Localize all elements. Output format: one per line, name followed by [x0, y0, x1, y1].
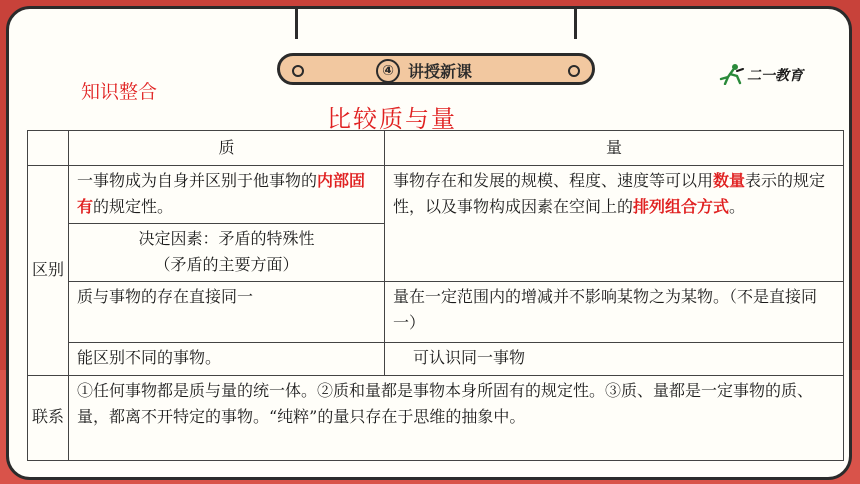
quantity-definition-end: 。 — [729, 197, 746, 217]
quantity-definition-cell — [385, 166, 844, 282]
table-row — [28, 166, 844, 224]
hanging-line-right — [574, 9, 577, 39]
quality-definition-text: 一事物成为自身并区别于他事物的 — [77, 171, 318, 190]
quantity-definition-text: 事物存在和发展的规模、程度、速度等可以用 — [393, 171, 714, 190]
header-corner-cell — [28, 131, 69, 166]
quality-function-cell: 能区别不同的事物。 — [69, 342, 385, 375]
link-text-cell: ①任何事物都是质与量的统一体。②质和量都是事物本身所固有的规定性。③质、量都是一定事物的质、量，都离不开特定的事物。“纯粹”的量只存在于思维的抽象中。 — [69, 375, 844, 460]
determining-factor-note: （矛盾的主要方面） — [154, 255, 299, 275]
brand-logo — [717, 63, 827, 87]
comparison-table — [27, 130, 844, 461]
table-header-row — [28, 131, 844, 166]
determining-factor-text: 决定因素：矛盾的特殊性 — [138, 228, 315, 248]
brand-logo-text: 二一教育 — [747, 68, 803, 84]
lesson-banner — [277, 53, 595, 85]
quantity-highlight-arrangement: 排列组合方式 — [633, 197, 730, 217]
link-label: 联系 — [28, 375, 69, 460]
banner-dot-right — [568, 65, 580, 77]
determining-factor-cell — [69, 223, 385, 281]
hanging-line-left — [295, 9, 298, 39]
quality-definition-cell — [69, 166, 385, 224]
quality-highlight: 内部固有 — [77, 171, 366, 217]
banner-number: ④ — [376, 59, 400, 83]
runner-icon — [717, 63, 745, 85]
header-quantity: 量 — [385, 131, 844, 166]
banner-title: 讲授新课 — [408, 62, 473, 81]
quantity-highlight-number: 数量 — [713, 171, 746, 190]
table-row — [28, 281, 844, 342]
slide-card — [6, 6, 852, 480]
section-label: 知识整合 — [81, 81, 158, 103]
quantity-definition-middle: 表示的规定性，以及事物构成因素在空间上的 — [393, 171, 826, 217]
quantity-existence-cell: 量在一定范围内的增减并不影响某物之为某物。（不是直接同一） — [385, 281, 844, 342]
quality-definition-end: 的规定性。 — [93, 197, 174, 217]
table-row — [28, 375, 844, 460]
quality-existence-cell: 质与事物的存在直接同一 — [69, 281, 385, 342]
banner-dot-left — [292, 65, 304, 77]
quantity-function-cell: 可认识同一事物 — [385, 342, 844, 375]
table-row — [28, 342, 844, 375]
header-quality: 质 — [69, 131, 385, 166]
difference-label: 区别 — [28, 166, 69, 376]
slide-title: 比较质与量 — [327, 105, 457, 133]
